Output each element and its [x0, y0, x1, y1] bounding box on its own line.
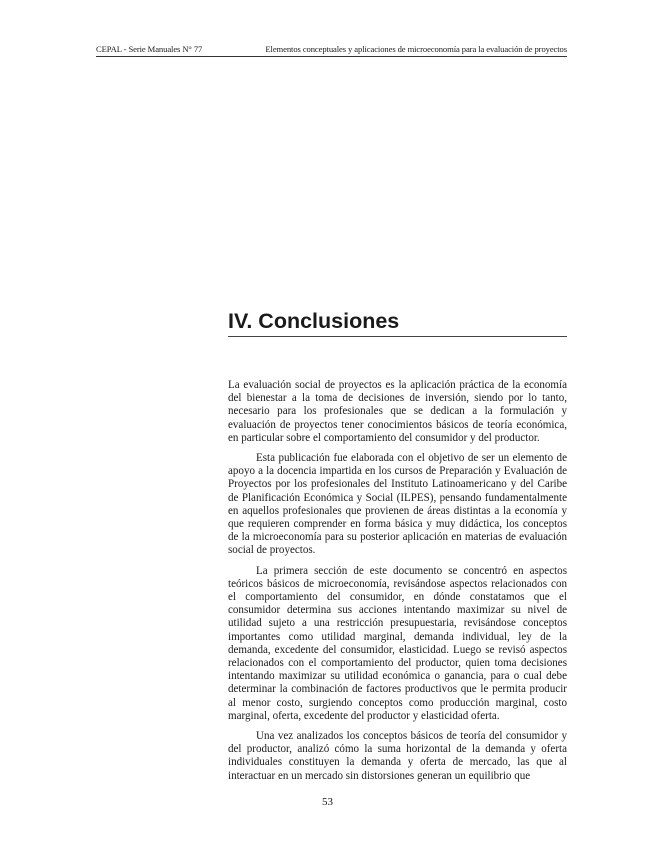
paragraph: Una vez analizados los conceptos básicos de teoría del consumidor y del productor, analizó cómo la suma horizontal de la demanda y oferta individuales constituyen la demanda y oferta de mercado, las que al interactuar en un mercado sin distorsiones generan un equilibrio que — [228, 730, 567, 782]
body-text — [228, 379, 567, 790]
paragraph: La primera sección de este documento se concentró en aspectos teóricos básicos de microeconomía, revisándose aspectos relacionados con el comportamiento del consumidor, en dónde constatamos que el consumidor determina sus acciones intentando maximizar su nivel de utilidad sujeto a una restricción presupuestaria, revisándose conceptos importantes como utilidad marginal, demanda individual, ley de la demanda, excedente del consumidor, elasticidad. Luego se revisó aspectos relacionados con el comportamiento del productor, quien toma decisiones intentando maximizar su utilidad económica o ganancia, para o cual debe determinar la combinación de factores productivos que le permita producir al menor costo, surgiendo conceptos como producción marginal, costo marginal, oferta, excedente del productor y elasticidad oferta. — [228, 564, 567, 722]
paragraph: La evaluación social de proyectos es la aplicación práctica de la economía del bienestar a la toma de decisiones de inversión, siendo por lo tanto, necesario para los profesionales que se dedican a la formulación y evaluación de proyectos tener conocimientos básicos de teoría económica, en particular sobre el comportamiento del consumidor y del productor. — [228, 379, 567, 444]
chapter-title: IV. Conclusiones — [228, 308, 567, 337]
header-series: CEPAL - Serie Manuales N° 77 — [96, 44, 203, 54]
header-book-title: Elementos conceptuales y aplicaciones de microeconomía para la evaluación de proyectos — [265, 44, 567, 54]
page-number: 53 — [322, 796, 333, 808]
running-header — [96, 44, 567, 57]
paragraph: Esta publicación fue elaborada con el objetivo de ser un elemento de apoyo a la docencia impartida en los cursos de Preparación y Evaluación de Proyectos por los profesionales del Instituto Latinoamericano y del Caribe de Planificación Económica y Social (ILPES), pensando fundamentalmente en aquellos profesionales que provienen de áreas distintas a la economía y que requieren comprender en forma básica y muy didáctica, los conceptos de la microeconomía para su posterior aplicación en materias de evaluación social de proyectos. — [228, 452, 567, 557]
